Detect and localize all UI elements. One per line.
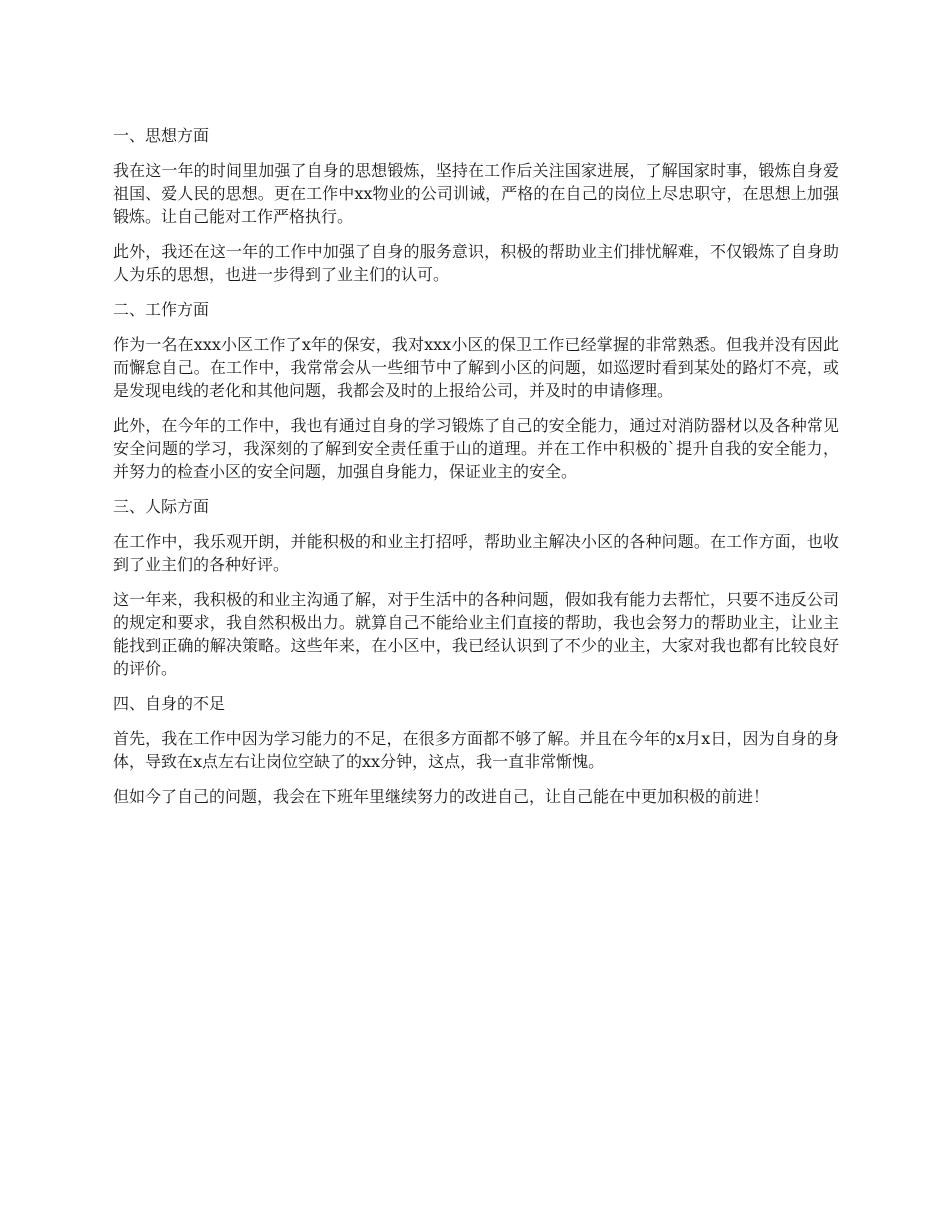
section-thought — [113, 124, 839, 286]
section-heading: 四、自身的不足 — [113, 694, 226, 713]
paragraph: 这一年来，我积极的和业主沟通了解，对于生活中的各种问题，假如我有能力去帮忙，只要不违反公司的规定和要求，我自然积极出力。就算自己不能给业主们直接的帮助，我也会努力的帮助业主，让业主能找到正确的解决策略。这些年来，在小区中，我已经认识到了不少的业主，大家对我也都有比较良好的评价。 — [113, 590, 839, 678]
section-interpersonal — [113, 495, 839, 680]
paragraph: 首先，我在工作中因为学习能力的不足，在很多方面都不够了解。并且在今年的x月x日，因为自身的身体，导致在x点左右让岗位空缺了的xx分钟，这点，我一直非常惭愧。 — [113, 729, 839, 771]
document-body — [113, 124, 839, 820]
section-heading: 二、工作方面 — [113, 300, 210, 319]
section-work — [113, 298, 839, 483]
paragraph: 此外，我还在这一年的工作中加强了自身的服务意识，积极的帮助业主们排忧解难，不仅锻炼了自身助人为乐的思想，也进一步得到了业主们的认可。 — [113, 242, 839, 284]
section-heading: 一、思想方面 — [113, 126, 210, 145]
section-shortcomings — [113, 692, 839, 808]
paragraph: 此外，在今年的工作中，我也有通过自身的学习锻炼了自己的安全能力，通过对消防器材以及各种常见安全问题的学习，我深刻的了解到安全责任重于山的道理。并在工作中积极的`提升自我的安全能力，并努力的检查小区的安全问题，加强自身能力，保证业主的安全。 — [113, 416, 839, 481]
paragraph: 我在这一年的时间里加强了自身的思想锻炼，坚持在工作后关注国家进展，了解国家时事，锻炼自身爱祖国、爱人民的思想。更在工作中xx物业的公司训诫，严格的在自己的岗位上尽忠职守，在思想上加强锻炼。让自己能对工作严格执行。 — [113, 161, 839, 226]
section-heading: 三、人际方面 — [113, 497, 210, 516]
paragraph: 但如今了自己的问题，我会在下班年里继续努力的改进自己，让自己能在中更加积极的前进！ — [113, 787, 770, 806]
paragraph: 在工作中，我乐观开朗，并能积极的和业主打招呼，帮助业主解决小区的各种问题。在工作方面，也收到了业主们的各种好评。 — [113, 532, 839, 574]
paragraph: 作为一名在xxx小区工作了x年的保安，我对xxx小区的保卫工作已经掌握的非常熟悉。但我并没有因此而懈怠自己。在工作中，我常常会从一些细节中了解到小区的问题，如巡逻时看到某处的路灯不亮，或是发现电线的老化和其他问题，我都会及时的上报给公司，并及时的申请修理。 — [113, 335, 839, 400]
